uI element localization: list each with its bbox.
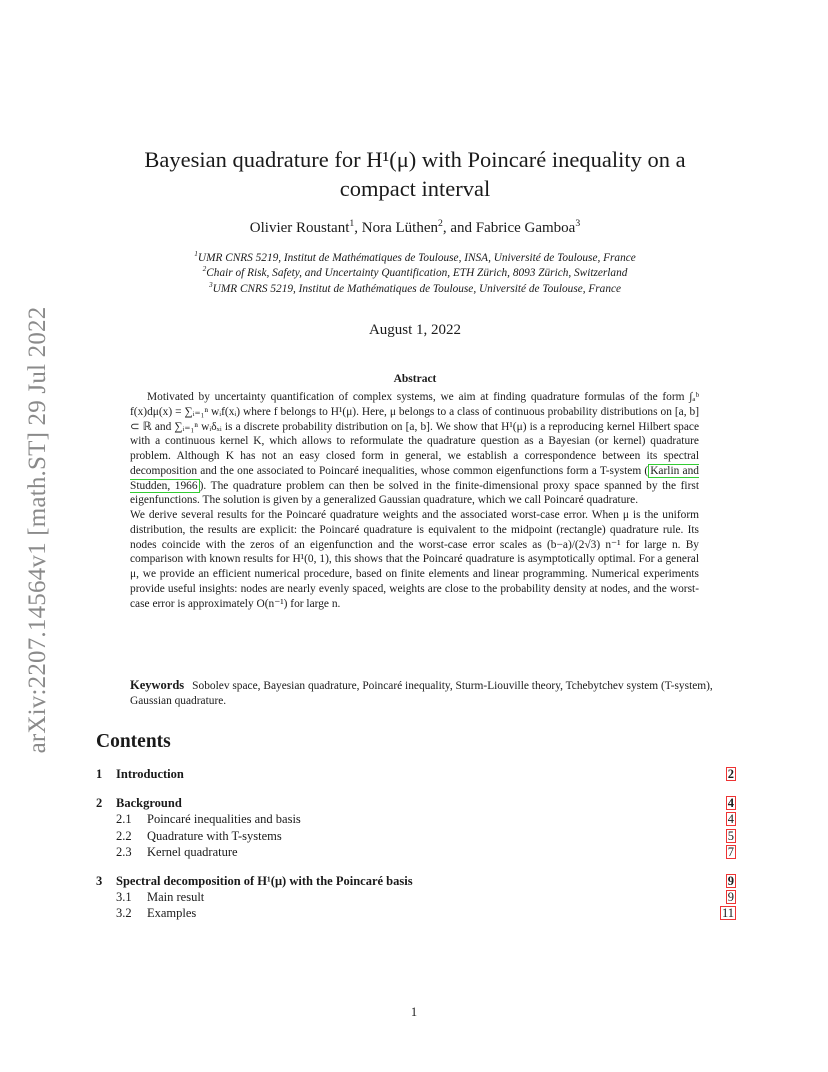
toc-page-link[interactable]: 4 xyxy=(727,812,734,827)
author-list xyxy=(110,220,720,237)
citation-link-karlin-studden[interactable]: Karlin and Studden, 1966 xyxy=(130,464,699,492)
affiliation-mark: 2 xyxy=(202,264,207,274)
toc-entry-quadrature-t-systems[interactable] xyxy=(96,828,736,844)
toc-page-link[interactable]: 5 xyxy=(727,828,734,843)
toc-page-link[interactable]: 7 xyxy=(727,844,734,859)
author-affil-mark: 1 xyxy=(349,218,355,229)
toc-entry-examples[interactable] xyxy=(96,905,736,921)
toc-number: 1 xyxy=(96,767,103,781)
toc-page-link[interactable]: 9 xyxy=(727,873,734,888)
toc-entry-background[interactable] xyxy=(96,795,736,811)
affiliation-text: Chair of Risk, Safety, and Uncertainty Quantification, ETH Zürich, 8093 Zürich, Switzerland xyxy=(206,267,628,280)
affiliation-mark: 1 xyxy=(194,249,198,259)
title-line-2: compact interval xyxy=(339,176,491,201)
abstract-text: Motivated by uncertainty quantification of complex systems, we aim at finding quadrature formulas of the form ∫ₐᵇ f(x)dμ(x) = ∑ᵢ₌₁ⁿ wᵢf(xᵢ) where f belongs to H¹(μ). Here, μ belongs to a class of continuous probability distributions on [a, b] ⊂ ℝ and ∑ᵢ₌₁ⁿ wᵢδₓᵢ is a discrete probability distribution on [a, b]. We show that H¹(μ) is a reproducing kernel Hilbert space with a continuous kernel K, which allows to reformulate the quadrature question as a Bayesian (or kernel) quadrature problem. Although K has not an easy closed form in general, we establish a correspondence between its spectral decomposition and the one associated to Poincaré inequalities, whose common eigenfunctions form a T-system ( xyxy=(130,391,699,477)
toc-page-link[interactable]: 9 xyxy=(727,890,734,905)
author-affil-mark: 3 xyxy=(575,218,581,229)
author-name: Olivier Roustant xyxy=(249,220,350,236)
title-line-1: Bayesian quadrature for H¹(μ) with Poincaré inequality on a xyxy=(144,147,686,172)
author-name: Nora Lüthen xyxy=(361,220,438,236)
toc-page-link[interactable]: 4 xyxy=(727,796,734,811)
toc-number: 2.2 xyxy=(116,828,132,843)
toc-entry-poincare-inequalities[interactable] xyxy=(96,811,736,827)
affiliation-item xyxy=(80,266,750,281)
toc-title: Spectral decomposition of H¹(μ) with the Poincaré basis xyxy=(116,873,413,888)
keywords-block xyxy=(130,678,720,709)
abstract-text: ). The quadrature problem can then be solved in the finite-dimensional proxy space spanned by the first eigenfunctions. The solution is given by a generalized Gaussian quadrature, which we call Poincaré quadrature. xyxy=(130,479,699,507)
toc-title: Quadrature with T-systems xyxy=(147,828,286,844)
affiliation-list xyxy=(80,251,750,297)
publication-date: August 1, 2022 xyxy=(368,322,462,338)
keywords-text: Sobolev space, Bayesian quadrature, Poincaré inequality, Sturm-Liouville theory, Tchebytchev system (T-system), Gaussian quadrature. xyxy=(130,680,713,707)
affiliation-item xyxy=(80,251,750,266)
affiliation-text: UMR CNRS 5219, Institut de Mathématiques de Toulouse, Université de Toulouse, France xyxy=(212,282,621,295)
affiliation-text: UMR CNRS 5219, Institut de Mathématiques de Toulouse, INSA, Université de Toulouse, France xyxy=(197,252,636,264)
arxiv-identifier-text: arXiv:2207.14564v1 [math.ST] 29 Jul 2022 xyxy=(24,306,51,754)
toc-title: Background xyxy=(116,796,182,811)
affiliation-mark: 3 xyxy=(209,279,213,289)
toc-entry-spectral-decomposition[interactable] xyxy=(96,873,736,889)
toc-number: 3.1 xyxy=(116,890,132,905)
toc-title: Poincaré inequalities and basis xyxy=(147,811,305,827)
toc-title: Examples xyxy=(147,905,200,921)
toc-number: 3 xyxy=(96,873,103,888)
author-separator: , and xyxy=(442,220,476,236)
toc-page-link[interactable]: 11 xyxy=(721,906,734,921)
toc-number: 2.1 xyxy=(116,812,132,827)
author-separator: , xyxy=(354,220,362,236)
keywords-label: Keywords xyxy=(130,678,185,692)
table-of-contents xyxy=(96,766,736,922)
page-number: 1 xyxy=(410,1005,418,1019)
abstract-heading: Abstract xyxy=(393,373,437,385)
affiliation-item xyxy=(80,279,750,297)
toc-entry-main-result[interactable] xyxy=(96,889,736,905)
abstract-paragraph-1 xyxy=(130,390,699,508)
toc-title: Introduction xyxy=(116,767,184,781)
author-name: Fabrice Gamboa xyxy=(475,220,576,236)
toc-page-link[interactable]: 2 xyxy=(727,767,734,781)
author-affil-mark: 2 xyxy=(437,218,443,229)
toc-entry-introduction[interactable] xyxy=(96,766,736,782)
toc-entry-kernel-quadrature[interactable] xyxy=(96,844,736,860)
abstract-body xyxy=(130,390,699,611)
toc-number: 3.2 xyxy=(116,906,132,921)
contents-heading: Contents xyxy=(96,731,171,752)
toc-title: Kernel quadrature xyxy=(147,844,242,860)
arxiv-identifier-stamp xyxy=(22,285,54,775)
abstract-paragraph-2: We derive several results for the Poincaré quadrature weights and the associated worst-case error. When μ is the uniform distribution, the results are explicit: the Poincaré quadrature is equivalent to the midpoint (rectangle) quadrature rule. Its nodes coincide with the zeros of an eigenfunction and the worst-case error scales as (b−a)/(2√3) n⁻¹ for large n. By comparison with known results for H¹(0, 1), this shows that the Poincaré quadrature is asymptotically optimal. For a general μ, we provide an efficient numerical procedure, based on finite elements and linear programming. Numerical experiments provide useful insights: nodes are nearly evenly spaced, weights are close to the probability density at nodes, and the worst-case error is approximately O(n⁻¹) for large n. xyxy=(130,509,699,610)
toc-number: 2.3 xyxy=(116,844,132,859)
toc-title: Main result xyxy=(147,889,208,905)
paper-title xyxy=(110,145,720,203)
toc-number: 2 xyxy=(96,796,103,811)
